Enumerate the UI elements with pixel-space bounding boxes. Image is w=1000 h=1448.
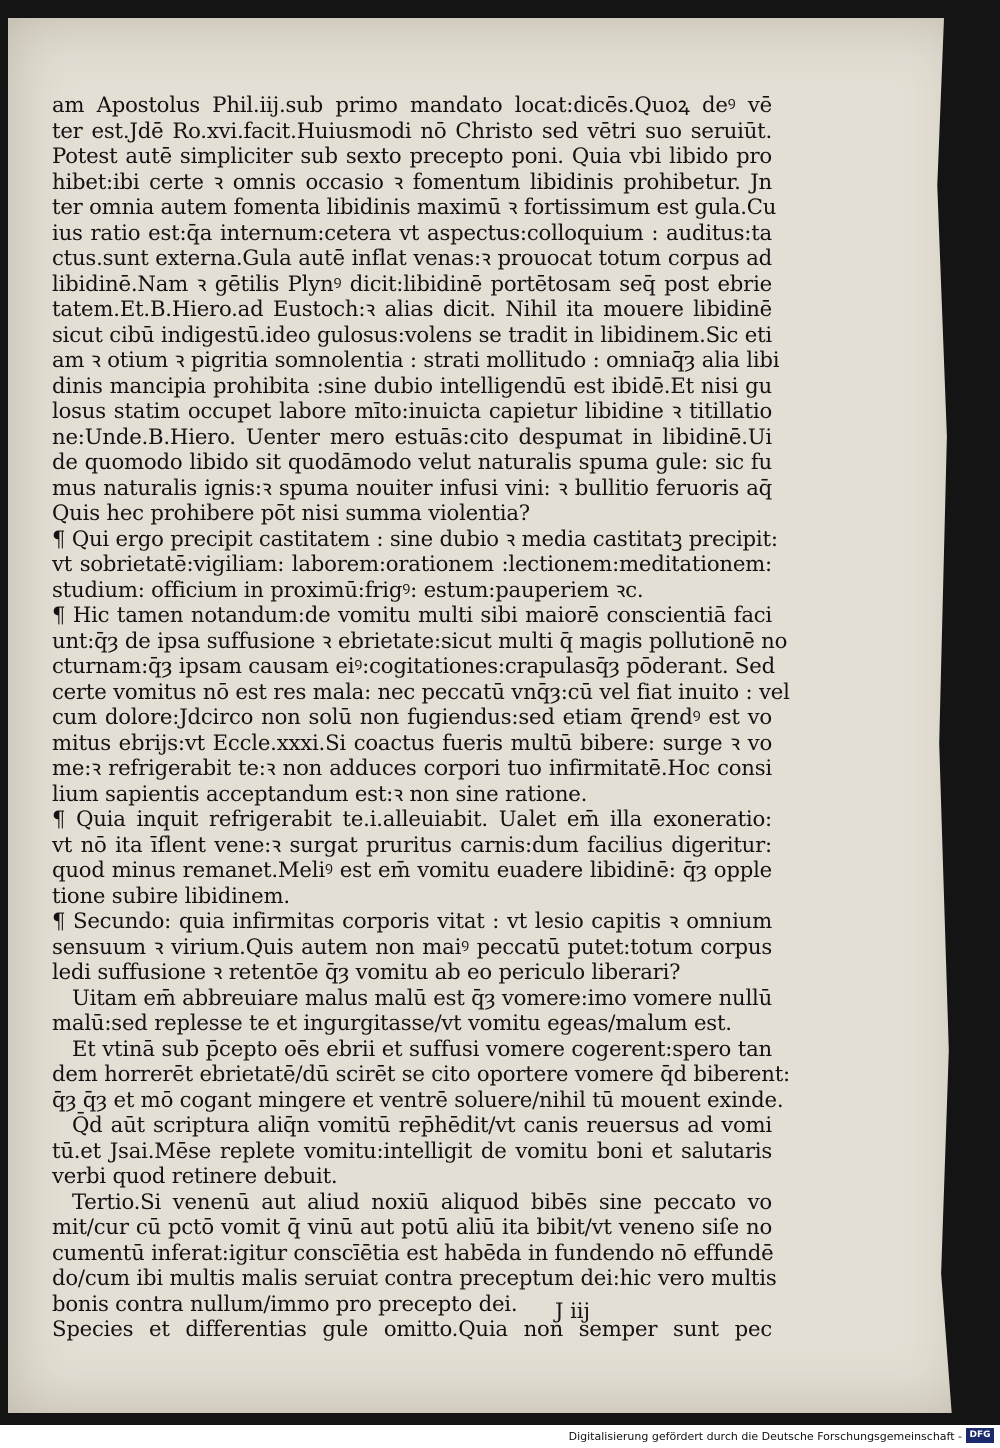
page-text (52, 92, 790, 1342)
text-line: sensuum ꝛ virium.Quis autem non maiꝰ peccatū putet:totum corpus (52, 933, 772, 959)
text-line: cumentū inferat:igitur conscīētia est habēda in fundendo nō effundē (52, 1239, 774, 1265)
text-line: ledi suffusione ꝛ retentōe q̄ȝ vomitu ab eo periculo liberari? (52, 959, 681, 984)
text-line: Quis hec prohibere pōt nisi summa violentia? (52, 500, 530, 525)
text-line: libidinē.Nam ꝛ gētilis Plynꝰ dicit:libidinē portētosam seq̄ post ebrie (52, 270, 772, 296)
text-line: vt sobrietatē:vigiliam: laborem:orationem :lectionem:meditationem: (52, 551, 772, 576)
text-line: cturnam:q̄ȝ ipsam causam eiꝰ:cogitationes:crapulasq̄ȝ pōderant. Sed (52, 653, 775, 678)
text-line: de quomodo libido sit quodāmodo velut naturalis spuma gule: sic fu (52, 449, 772, 474)
text-line: cum dolore:Jdcirco non solū non fugiendus:sed etiam q̄rendꝰ est vo (52, 704, 772, 729)
text-line: Q̄d aūt scriptura aliq̄n vomitū rep̄hēdit/vt canis reuersus ad vomi (72, 1112, 772, 1137)
text-line: Potest autē simpliciter sub sexto precepto poni. Quia vbi libido pro (52, 143, 772, 168)
dfg-logo: DFG (966, 1428, 994, 1443)
text-line: quod minus remanet.Meliꝰ est em̄ vomitu euadere libidinē: q̄ȝ opple (52, 857, 772, 882)
text-line: ¶ Secundo: quia infirmitas corporis vitat : vt lesio capitis ꝛ omnium (52, 908, 772, 933)
text-line: ¶ Hic tamen notandum:de vomitu multi sibi maiorē conscientiā faci (52, 602, 772, 627)
text-line: tione subire libidinem. (52, 882, 290, 908)
text-line: tatem.Et.B.Hiero.ad Eustoch:ꝛ alias dicit. Nihil ita mouere libidinē (52, 296, 772, 321)
signature-mark: J iij (555, 1299, 591, 1323)
text-line: Uitam em̄ abbreuiare malus malū est q̄ȝ vomere:imo vomere nullū (72, 984, 773, 1010)
text-line: mitus ebrijs:vt Eccle.xxxi.Si coactus fueris multū bibere: surge ꝛ vo (52, 729, 772, 755)
text-line: do/cum ibi multis malis seruiat contra preceptum dei:hic vero multis (52, 1265, 777, 1290)
text-line: mit/cur cū pctō vomit q̄ vinū aut potū aliū ita bibit/vt veneno siſe no (52, 1214, 772, 1239)
text-line: vt nō ita īflent vene:ꝛ surgat pruritus carnis:dum facilius digeritur: (52, 831, 772, 857)
text-line: unt:q̄ȝ de ipsa suffusione ꝛ ebrietate:sicut multi q̄ magis pollutionē no (52, 627, 788, 653)
text-line: mus naturalis ignis:ꝛ spuma nouiter infusi vini: ꝛ bullitio feruoris aq̄ (52, 474, 772, 500)
text-line: ¶ Quia inquit refrigerabit te.i.alleuiabit. Ualet em̄ illa exoneratio: (52, 806, 772, 831)
text-line: ¶ Qui ergo precipit castitatem : sine dubio ꝛ media castitatꝫ precipit: (52, 525, 778, 551)
text-line: dinis mancipia prohibita :sine dubio intelligendū est ibidē.Et nisi gu (52, 372, 772, 398)
text-line: me:ꝛ refrigerabit te:ꝛ non adduces corpori tuo infirmitatē.Hoc consi (52, 755, 772, 780)
dfg-credit: Digitalisierung gefördert durch die Deutsche Forschungsgemeinschaft - (568, 1430, 962, 1443)
text-line: bonis contra nullum/immo pro precepto dei. (52, 1290, 518, 1316)
text-line: am ꝛ otium ꝛ pigritia somnolentia : strati mollitudo : omniaq̄ȝ alia libi (52, 347, 780, 372)
text-line: sicut cibū indigestū.ideo gulosus:volens se tradit in libidinem.Sic eti (52, 321, 772, 347)
text-line: ne:Unde.B.Hiero. Uenter mero estuās:cito despumat in libidinē.Ui (52, 423, 772, 449)
text-line: certe vomitus nō est res mala: nec peccatū vnq̄ȝ:cū vel fiat inuito : vel (52, 678, 790, 704)
text-line: q̄ȝ q̄ȝ et mō cogant mingere et ventrē soluere/nihil tū mouent exinde. (52, 1086, 784, 1112)
text-line: dem horrerēt ebrietatē/dū scirēt se cito oportere vomere q̄d biberent: (52, 1061, 790, 1086)
text-line: ctus.sunt externa.Gula autē inflat venas:ꝛ prouocat totum corpus ad (52, 245, 772, 270)
text-line: am Apostolus Phil.iij.sub primo mandato locat:dicēs.Quoꝝ deꝰ vē (52, 92, 772, 117)
text-line: ter est.Jdē Ro.xvi.facit.Huiusmodi nō Christo sed vētri suo seruiūt. (52, 117, 772, 143)
text-line: Et vtinā sub p̄cepto oēs ebrii et suffusi vomere cogerent:spero tan (72, 1035, 772, 1061)
text-line: studium: officium in proximū:frigꝰ: estum:pauperiem ꝛc. (52, 576, 644, 602)
text-line: Species et differentias gule omitto.Quia non semper sunt pec (52, 1316, 772, 1341)
text-line: losus statim occupet labore mīto:inuicta capietur libidine ꝛ titillatio (52, 398, 772, 423)
text-line: Tertio.Si venenū aut aliud noxiū aliquod bibēs sine peccato vo (72, 1188, 772, 1214)
text-line: lium sapientis acceptandum est:ꝛ non sine ratione. (52, 780, 588, 806)
text-line: tū.et Jsai.Mēse replete vomitu:intelligit de vomitu boni et salutaris (52, 1137, 772, 1163)
text-line: verbi quod retinere debuit. (52, 1163, 338, 1188)
text-line: hibet:ibi certe ꝛ omnis occasio ꝛ fomentum libidinis prohibetur. Jn (52, 168, 772, 194)
text-line: ius ratio est:q̄a internum:cetera vt aspectus:colloquium : auditus:ta (52, 219, 772, 245)
text-line: ter omnia autem fomenta libidinis maximū ꝛ fortissimum est gula.Cu (52, 194, 777, 219)
text-line: malū:sed replesse te et ingurgitasse/vt vomitu egeas/malum est. (52, 1010, 732, 1035)
